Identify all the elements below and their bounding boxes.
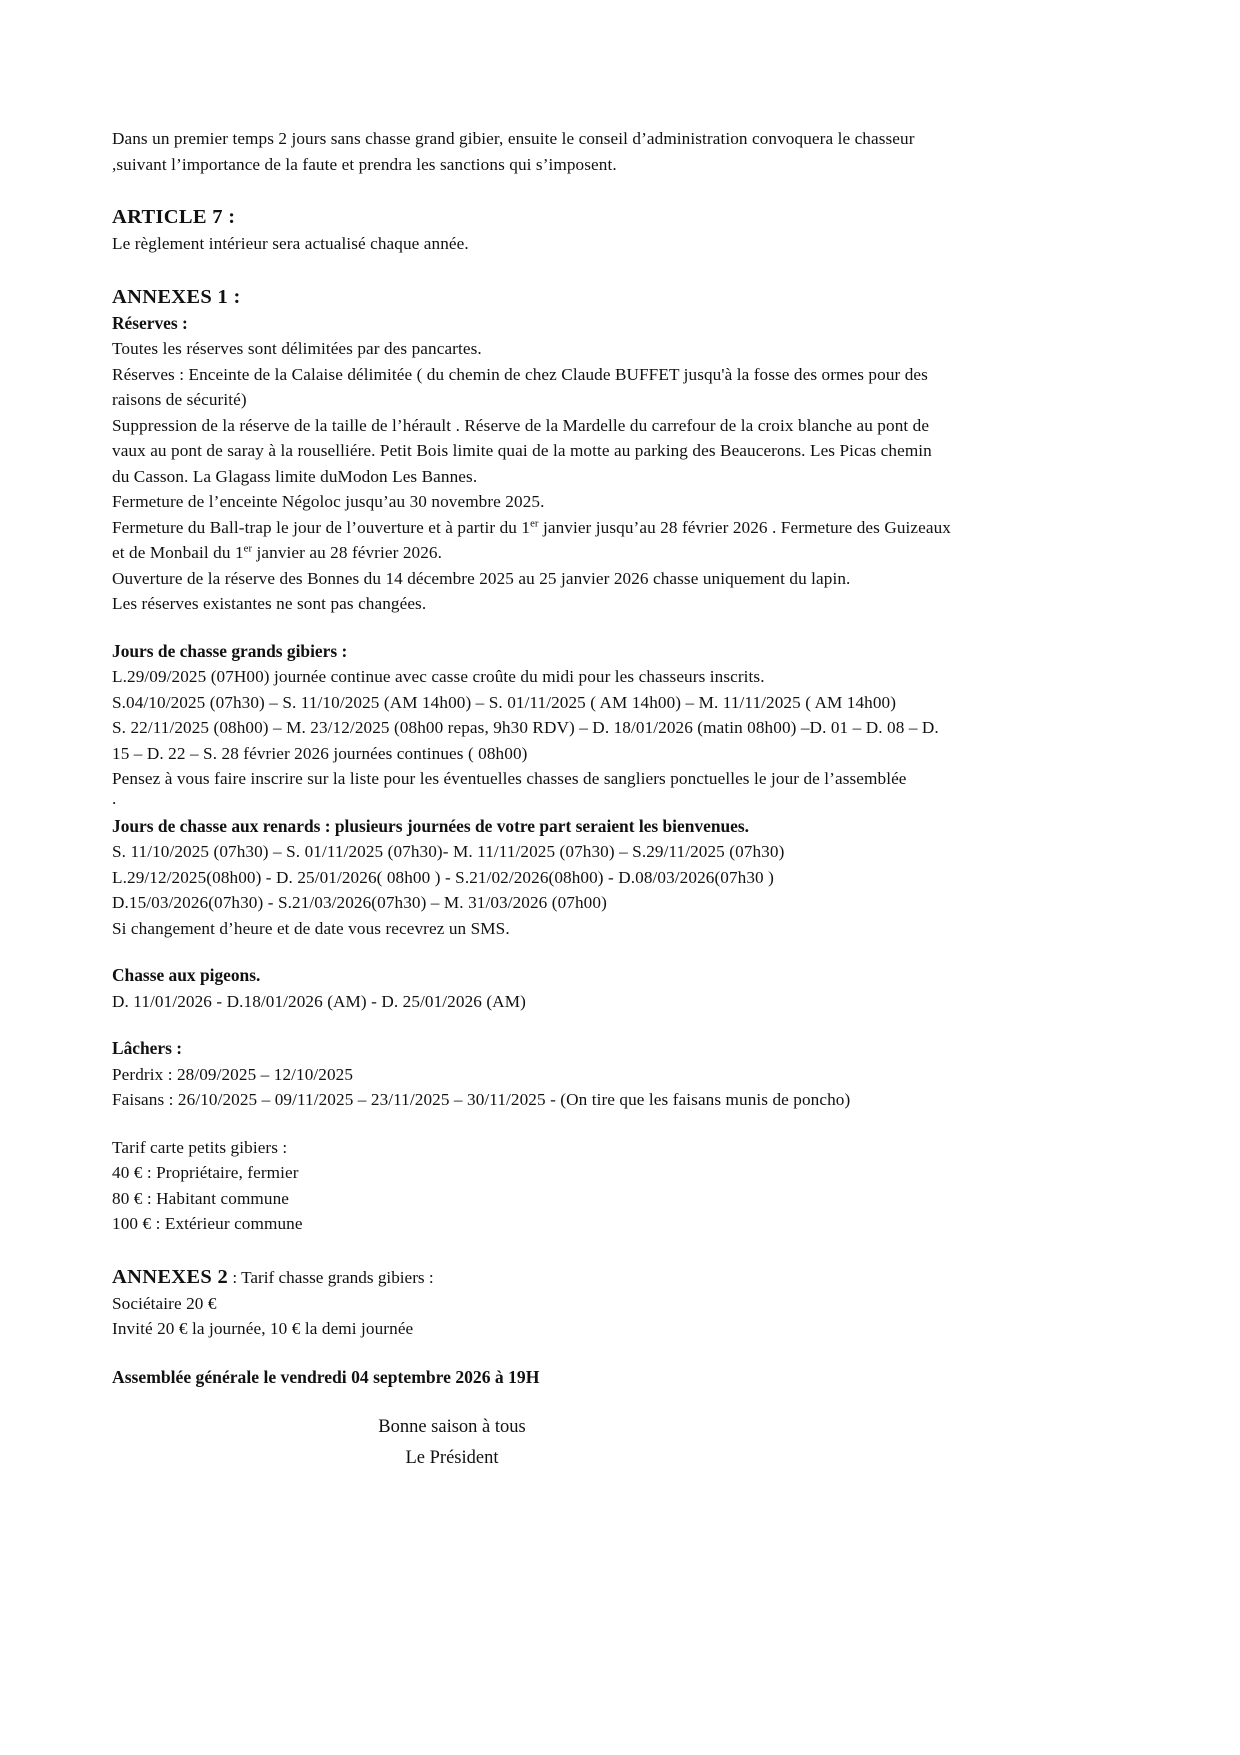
ordinal-marker: er <box>243 543 253 555</box>
tarif-petits-gibiers-label: Tarif carte petits gibiers : <box>112 1137 288 1157</box>
grands-gibiers-heading: Jours de chasse grands gibiers : <box>112 640 348 661</box>
spacer <box>112 177 952 204</box>
annexes-2-heading-line <box>112 1264 952 1291</box>
spacer <box>112 1342 952 1364</box>
renards-line: D.15/03/2026(07h30) - S.21/03/2026(07h30) – M. 31/03/2026 (07h00) <box>112 893 607 912</box>
ball-trap-text-c: janvier au 28 février 2026. <box>252 543 443 562</box>
annexes-2-heading: ANNEXES 2 <box>112 1265 229 1288</box>
renards-heading: Jours de chasse aux renards : plusieurs journées de votre part seraient les bienvenues. <box>112 815 749 836</box>
reserves-line: Fermeture de l’enceinte Négoloc jusqu’au 30 novembre 2025. <box>112 492 545 511</box>
spacer <box>112 1014 952 1036</box>
reserves-line: Suppression de la réserve de la taille de l’hérault . Réserve de la Mardelle du carrefour de la croix blanche au pont de vaux au pont de saray à la rouselliére. Petit Bois limite quai de la motte au parking des Beaucerons. Les Picas chemin du Casson. La Glagass limite duModon Les Bannes. <box>112 415 932 486</box>
spacer <box>112 257 952 284</box>
ordinal-marker: er <box>530 517 539 529</box>
tarif-petits-gibiers-line: 80 € : Habitant commune <box>112 1188 290 1208</box>
ball-trap-closure-line <box>112 515 952 566</box>
document-body <box>112 126 952 1474</box>
closing-block <box>172 1412 732 1474</box>
grands-gibiers-line: Pensez à vous faire inscrire sur la liste pour les éventuelles chasses de sangliers ponctuelles le jour de l’assemblée <box>112 769 907 788</box>
grands-gibiers-line: S. 22/11/2025 (08h00) – M. 23/12/2025 (08h00 repas, 9h30 RDV) – D. 18/01/2026 (matin 08h00) –D. 01 – D. 08 – D. 15 – D. 22 – S. 28 février 2026 journées continues ( 08h00) <box>112 718 939 763</box>
spacer <box>112 806 952 814</box>
grands-gibiers-line: L.29/09/2025 (07H00) journée continue avec casse croûte du midi pour les chasseurs inscrits. <box>112 667 765 686</box>
assembly-notice: Assemblée générale le vendredi 04 septembre 2026 à 19H <box>112 1366 540 1387</box>
reserves-label: Réserves : <box>112 312 188 333</box>
spacer <box>112 1390 952 1412</box>
annexes-1-heading: ANNEXES 1 : <box>112 285 241 308</box>
renards-sms-note: Si changement d’heure et de date vous recevrez un SMS. <box>112 918 510 938</box>
lachers-heading: Lâchers : <box>112 1038 183 1058</box>
grands-gibiers-line: S.04/10/2025 (07h30) – S. 11/10/2025 (AM 14h00) – S. 01/11/2025 ( AM 14h00) – M. 11/11/2025 ( AM 14h00) <box>112 692 897 712</box>
intro-paragraph: Dans un premier temps 2 jours sans chasse grand gibier, ensuite le conseil d’administration convoquera le chasseur ,suivant l’importance de la faute et prendra les sanctions qui s’imposent. <box>112 129 915 174</box>
renards-line: S. 11/10/2025 (07h30) – S. 01/11/2025 (07h30)- M. 11/11/2025 (07h30) – S.29/11/2025 (07h30) <box>112 842 785 861</box>
ball-trap-text-a: Fermeture du Ball-trap le jour de l’ouverture et à partir du 1 <box>112 517 531 537</box>
renards-line: L.29/12/2025(08h00) - D. 25/01/2026( 08h00 ) - S.21/02/2026(08h00) - D.08/03/2026(07h30 ) <box>112 867 774 887</box>
spacer <box>112 1237 952 1264</box>
closing-greeting: Bonne saison à tous <box>378 1416 526 1437</box>
tarif-petits-gibiers-line: 40 € : Propriétaire, fermier <box>112 1163 299 1182</box>
spacer <box>112 1113 952 1135</box>
annexes-2-line: Invité 20 € la journée, 10 € la demi journée <box>112 1319 414 1338</box>
lachers-line-perdrix: Perdrix : 28/09/2025 – 12/10/2025 <box>112 1064 354 1084</box>
lachers-line-faisans: Faisans : 26/10/2025 – 09/11/2025 – 23/11/2025 – 30/11/2025 - (On tire que les faisans munis de poncho) <box>112 1090 851 1109</box>
annexes-2-line: Sociétaire 20 € <box>112 1293 217 1313</box>
spacer <box>112 941 952 963</box>
reserves-unchanged-line: Les réserves existantes ne sont pas changées. <box>112 594 427 613</box>
spacer <box>112 617 952 639</box>
annexes-2-subtitle: : Tarif chasse grands gibiers : <box>228 1267 434 1287</box>
ball-trap-text-b: janvier jusqu’au 28 février 2026 . Fermeture des Guizeaux et de Monbail du 1 <box>112 517 951 562</box>
pigeons-line: D. 11/01/2026 - D.18/01/2026 (AM) - D. 25/01/2026 (AM) <box>112 991 526 1011</box>
reserves-line: Réserves : Enceinte de la Calaise délimitée ( du chemin de chez Claude BUFFET jusqu'à la fosse des ormes pour des raisons de sécurité) <box>112 364 928 409</box>
pigeons-heading: Chasse aux pigeons. <box>112 965 261 985</box>
stray-dot: . <box>112 788 117 808</box>
article-7-body: Le règlement intérieur sera actualisé chaque année. <box>112 234 469 253</box>
tarif-petits-gibiers-line: 100 € : Extérieur commune <box>112 1214 303 1233</box>
reserves-line: Toutes les réserves sont délimitées par des pancartes. <box>112 339 482 358</box>
closing-signature: Le Président <box>405 1447 499 1468</box>
article-7-heading: ARTICLE 7 : <box>112 206 236 228</box>
reserve-bonnes-line: Ouverture de la réserve des Bonnes du 14 décembre 2025 au 25 janvier 2026 chasse uniquement du lapin. <box>112 568 851 588</box>
